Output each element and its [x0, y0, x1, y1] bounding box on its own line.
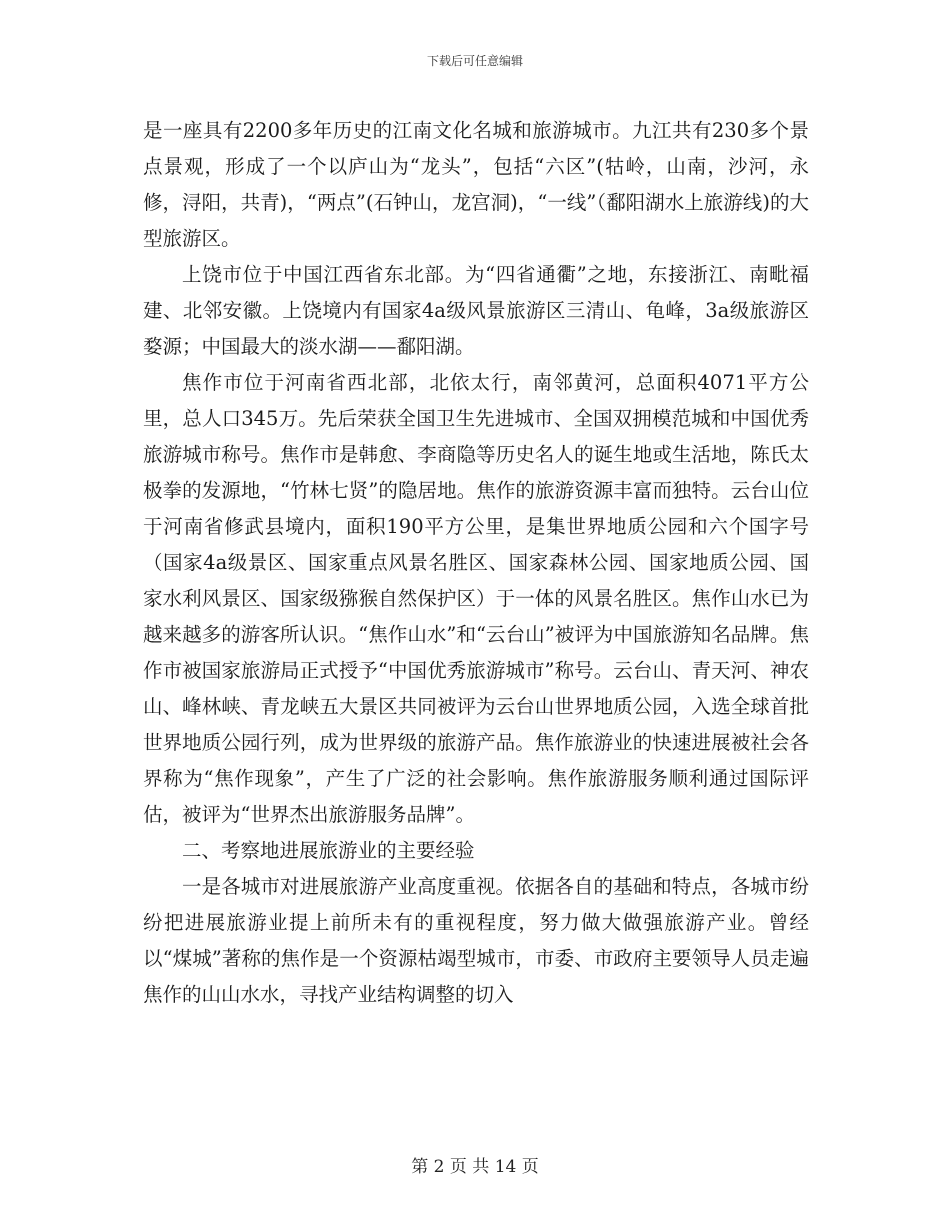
paragraph-shangrao: 上饶市位于中国江西省东北部。为“四省通衢”之地，东接浙江、南毗福建、北邻安徽。上饶境内有国家4a级风景旅游区三清山、龟峰，3a级旅游区婺源；中国最大的淡水湖——鄱阳湖。 — [143, 263, 809, 358]
paragraph-experience-one: 一是各城市对进展旅游产业高度重视。依据各自的基础和特点，各城市纷纷把进展旅游业提上前所未有的重视程度，努力做大做强旅游产业。曾经以“煤城”著称的焦作是一个资源枯竭型城市，市委、市政府主要领导人员走遍焦作的山山水水，寻找产业结构调整的切入 — [143, 875, 809, 1006]
paragraph-jiujiang: 是一座具有2200多年历史的江南文化名城和旅游城市。九江共有230多个景点景观，形成了一个以庐山为“龙头”，包括“六区”(牯岭，山南，沙河，永修，浔阳，共青)，“两点”(石钟山，龙宫洞)，“一线”（鄱阳湖水上旅游线)的大型旅游区。 — [143, 119, 809, 250]
document-body — [143, 113, 809, 1013]
paragraph-jiaozuo: 焦作市位于河南省西北部，北依太行，南邻黄河，总面积4071平方公里，总人口345万。先后荣获全国卫生先进城市、全国双拥模范城和中国优秀旅游城市称号。焦作市是韩愈、李商隐等历史名人的诞生地或生活地，陈氏太极拳的发源地，“竹林七贤”的隐居地。焦作的旅游资源丰富而独特。云台山位于河南省修武县境内，面积190平方公里，是集世界地质公园和六个国字号（国家4a级景区、国家重点风景名胜区、国家森林公园、国家地质公园、国家水利风景区、国家级猕猴自然保护区）于一体的风景名胜区。焦作山水已为越来越多的游客所认识。“焦作山水”和“云台山”被评为中国旅游知名品牌。焦作市被国家旅游局正式授予“中国优秀旅游城市”称号。云台山、青天河、神农山、峰林峡、青龙峡五大景区共同被评为云台山世界地质公园，入选全球首批世界地质公园行列，成为世界级的旅游产品。焦作旅游业的快速进展被社会各界称为“焦作现象”，产生了广泛的社会影响。焦作旅游服务顺利通过国际评估，被评为“世界杰出旅游服务品牌”。 — [143, 371, 809, 826]
section-heading: 二、考察地进展旅游业的主要经验 — [182, 839, 475, 862]
page-header: 下载后可任意编辑 — [426, 54, 523, 68]
page-footer: 第 2 页 共 14 页 — [411, 1157, 539, 1177]
